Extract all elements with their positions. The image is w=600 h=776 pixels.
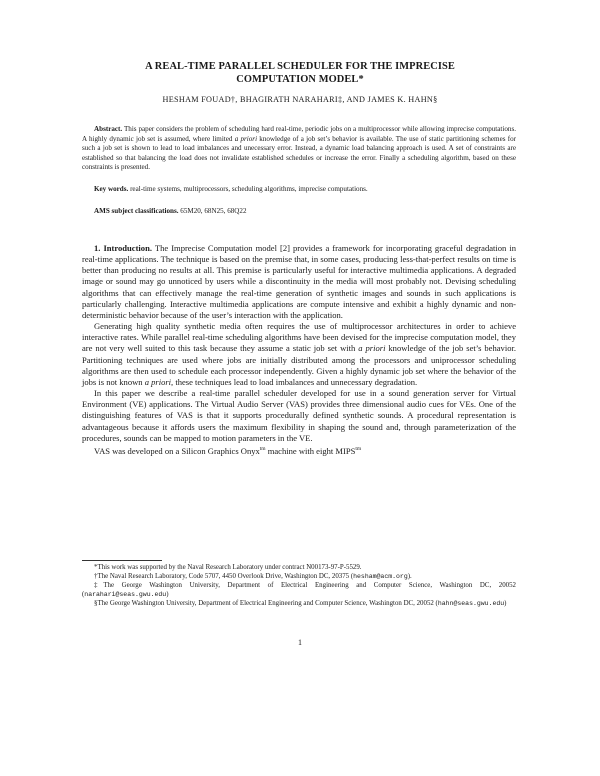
author-list: HESHAM FOUAD†, BHAGIRATH NARAHARI‡, AND JAMES K. HAHN§ — [162, 95, 438, 104]
footnote-3-text: ‡The George Washington University, Department of Electrical Engineering and Computer Science, Washington DC, 20052 ( — [82, 582, 516, 599]
abstract-emphasis: a priori — [234, 134, 258, 143]
footnote-3 — [82, 581, 516, 599]
footnote-2-email: hesham@acm.org — [353, 573, 408, 581]
keywords — [82, 185, 516, 195]
title-line-1: A REAL-TIME PARALLEL SCHEDULER FOR THE IMPRECISE — [145, 61, 455, 72]
keywords-label: Key words. — [94, 185, 129, 193]
footnote-2-close: ). — [407, 573, 412, 581]
ams-classifications — [82, 207, 516, 217]
abstract-text-2: knowledge of a job set’s behavior is available. The use of static partitioning schemes for such a job set is shown to lead to load imbalances and unecessary error. Instead, a dynamic load balancing approach is used. A set of constraints are established so that balancing the load does not invalidate established schedules or increase the error. Finally a scheduling algorithm, based on these constraints is presented. — [82, 134, 516, 172]
footnote-4-email: hahn@seas.gwu.edu — [437, 600, 505, 608]
intro-p2-emphasis-2: a priori — [144, 376, 172, 387]
footnote-4-close: ) — [504, 600, 507, 608]
abstract-label: Abstract. — [94, 125, 123, 133]
keywords-text: real-time systems, multiprocessors, scheduling algorithms, imprecise computations. — [128, 185, 368, 193]
footnote-1: *This work was supported by the Naval Research Laboratory under contract N00173-97-P-5529. — [94, 564, 362, 571]
paper-title — [60, 60, 540, 86]
intro-p4-text-a: VAS was developed on a Silicon Graphics Onyx — [94, 445, 260, 456]
intro-paragraph-2 — [82, 321, 516, 388]
ams-label: AMS subject classifications. — [94, 207, 179, 215]
intro-p2-text-b: knowledge of the job set’s behavior. Partitioning techniques are used where jobs are initially distributed among the processors and uniprocessor scheduling algorithms are then used to schedule each processor independently. Given a highly dynamic job set where the behavior of the jobs is not known — [82, 343, 516, 387]
footnote-3-close: ) — [166, 591, 169, 599]
abstract — [82, 125, 516, 173]
footnote-2 — [82, 572, 516, 581]
page-number: 1 — [298, 638, 302, 647]
footnote-rule — [82, 560, 162, 561]
intro-paragraph-1 — [82, 243, 516, 321]
footnote-4-text: §The George Washington University, Department of Electrical Engineering and Computer Science, Washington DC, 20052 ( — [94, 600, 438, 608]
footnote-3-email: narahari@seas.gwu.edu — [84, 591, 167, 599]
footnotes — [82, 563, 516, 608]
intro-paragraph-3: In this paper we describe a real-time parallel scheduler developed for use in a sound generation server for Virtual Environment (VE) applications. The Virtual Audio Server (VAS) provides three dimensional audio cues for VEs. One of the distinguishing features of VAS is that it supports procedurally defined synthetic sounds. A procedural representation is advantageous because it affords users the maximum flexibility in shaping the sound and, through parameterization of the procedures, sounds can be mapped to motion parameters in the VE. — [82, 388, 516, 443]
ams-text: 65M20, 68N25, 68Q22 — [178, 207, 247, 215]
section-heading: 1. Introduction. — [94, 243, 152, 253]
introduction-section — [82, 243, 516, 457]
title-line-2: COMPUTATION MODEL* — [236, 74, 364, 85]
intro-p2-emphasis-1: a priori — [358, 343, 386, 354]
footnote-4 — [82, 599, 516, 608]
intro-p4-text-b: machine with eight MIPS — [265, 445, 356, 456]
footnote-2-text: †The Naval Research Laboratory, Code 5707, 4450 Overlook Drive, Washington DC, 20375 ( — [94, 573, 354, 581]
intro-paragraph-4 — [82, 444, 516, 457]
trademark-mark-1: tm — [259, 445, 266, 452]
abstract-text-1: This paper considers the problem of scheduling hard real-time, periodic jobs on a multiprocessor while allowing imprecise computations. A highly dynamic job set is assumed, where limited — [82, 125, 516, 143]
intro-p2-text-a: Generating high quality synthetic media often requires the use of multiprocessor architectures in order to achieve interactive rates. While parallel real-time scheduling algorithms have been devised for the imprecise computation model, they are not very well suited to this task because they assume a static job set with — [82, 321, 516, 354]
trademark-mark-2: tm — [355, 445, 362, 452]
intro-paragraph-1-text: The Imprecise Computation model [2] provides a framework for incorporating graceful degradation in real-time applications. The technique is based on the premise that, in some cases, producing less-that-perfect results on time is better than producing no results at all. This premise is particularly useful for interactive multimedia applications. A degraded image or sound may go unnoticed by users while a discontinuity in the media will most probably not. Devising scheduling algorithms that can effectively manage the real-time generation of synthetic images and sounds in such applications is particularly challenging. Interactive multimedia applications are compute intensive and exhibit a highly dynamic and non-deterministic behavior because of the user’s interaction with the application. — [82, 243, 516, 320]
intro-p2-text-c: , these techniques lead to load imbalances and unnecessary degradation. — [171, 376, 418, 387]
